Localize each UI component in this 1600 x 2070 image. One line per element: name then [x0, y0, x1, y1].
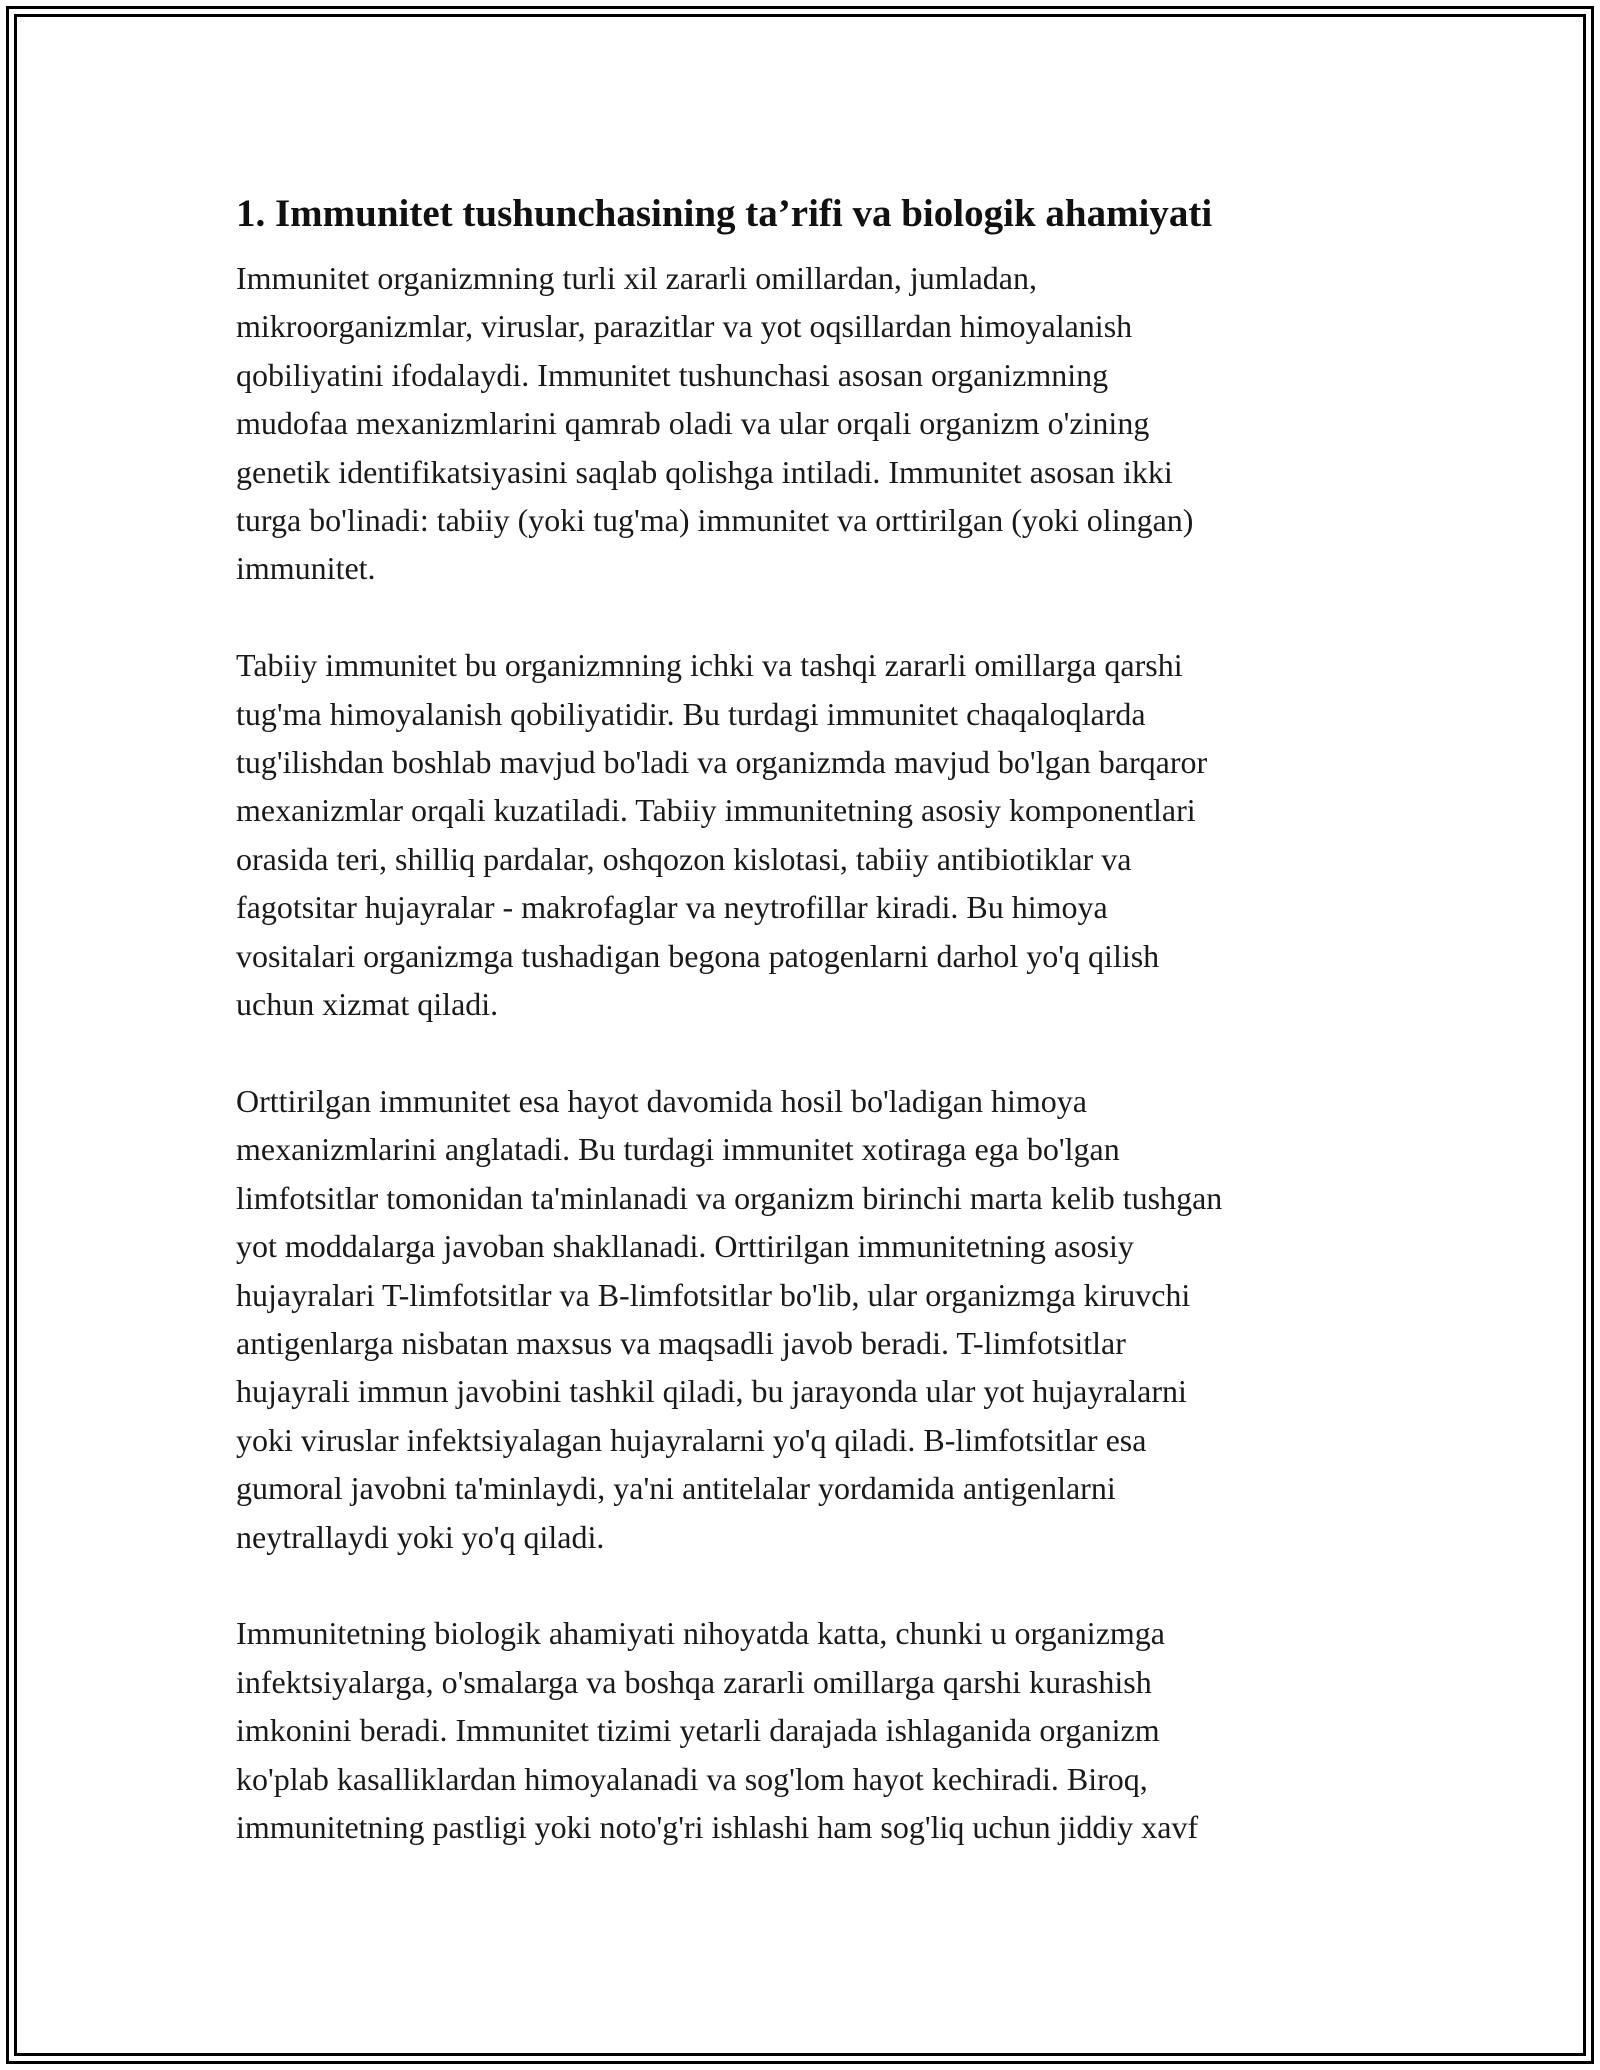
- text-line: gumoral javobni ta'minlaydi, ya'ni antitelalar yordamida antigenlarni: [236, 1470, 1116, 1507]
- text-line: orasida teri, shilliq pardalar, oshqozon kislotasi, tabiiy antibiotiklar va: [236, 840, 1132, 877]
- text-line: tug'ilishdan boshlab mavjud bo'ladi va organizmda mavjud bo'lgan barqaror: [236, 744, 1208, 781]
- text-line: infektsiyalarga, o'smalarga va boshqa zararli omillarga qarshi kurashish: [236, 1663, 1152, 1700]
- text-line: mexanizmlarini anglatadi. Bu turdagi immunitet xotiraga ega bo'lgan: [236, 1131, 1120, 1168]
- text-line: mudofaa mexanizmlarini qamrab oladi va ular orqali organizm o'zining: [236, 405, 1150, 442]
- text-line: Tabiiy immunitet bu organizmning ichki va tashqi zararli omillarga qarshi: [236, 647, 1183, 684]
- text-line: imkonini beradi. Immunitet tizimi yetarli darajada ishlaganida organizm: [236, 1712, 1160, 1749]
- text-line: immunitet.: [236, 550, 376, 587]
- paragraph-2: [236, 641, 1376, 1028]
- text-line: yot moddalarga javoban shakllanadi. Orttirilgan immunitetning asosiy: [236, 1228, 1134, 1265]
- text-line: fagotsitar hujayralar - makrofaglar va neytrofillar kiradi. Bu himoya: [236, 889, 1108, 926]
- text-line: antigenlarga nisbatan maxsus va maqsadli javob beradi. T-limfotsitlar: [236, 1324, 1126, 1361]
- paragraph-1: [236, 254, 1376, 593]
- text-line: neytrallaydi yoki yo'q qiladi.: [236, 1518, 605, 1555]
- text-line: turga bo'linadi: tabiiy (yoki tug'ma) immunitet va orttirilgan (yoki olingan): [236, 502, 1194, 539]
- text-line: ko'plab kasalliklardan himoyalanadi va sog'lom hayot kechiradi. Biroq,: [236, 1760, 1148, 1797]
- text-line: limfotsitlar tomonidan ta'minlanadi va organizm birinchi marta kelib tushgan: [236, 1179, 1223, 1216]
- paragraph-4: [236, 1609, 1376, 1851]
- text-line: mikroorganizmlar, viruslar, parazitlar va yot oqsillardan himoyalanish: [236, 308, 1133, 345]
- text-line: mexanizmlar orqali kuzatiladi. Tabiiy immunitetning asosiy komponentlari: [236, 792, 1196, 829]
- text-line: vositalari organizmga tushadigan begona patogenlarni darhol yo'q qilish: [236, 937, 1160, 974]
- section-heading: 1. Immunitet tushunchasining ta’rifi va biologik ahamiyati: [236, 192, 1213, 235]
- text-line: hujayrali immun javobini tashkil qiladi, bu jarayonda ular yot hujayralarni: [236, 1373, 1187, 1410]
- text-line: yoki viruslar infektsiyalagan hujayralarni yo'q qiladi. B-limfotsitlar esa: [236, 1421, 1147, 1458]
- text-line: Immunitetning biologik ahamiyati nihoyatda katta, chunki u organizmga: [236, 1615, 1165, 1652]
- text-line: hujayralari T-limfotsitlar va B-limfotsitlar bo'lib, ular organizmga kiruvchi: [236, 1276, 1191, 1313]
- text-line: genetik identifikatsiyasini saqlab qolishga intiladi. Immunitet asosan ikki: [236, 453, 1173, 490]
- paragraph-3: [236, 1077, 1376, 1561]
- text-line: qobiliyatini ifodalaydi. Immunitet tushunchasi asosan organizmning: [236, 356, 1109, 393]
- text-line: Immunitet organizmning turli xil zararli omillardan, jumladan,: [236, 260, 1037, 296]
- text-line: tug'ma himoyalanish qobiliyatidir. Bu turdagi immunitet chaqaloqlarda: [236, 695, 1146, 732]
- text-line: immunitetning pastligi yoki noto'g'ri ishlashi ham sog'liq uchun jiddiy xavf: [236, 1808, 1199, 1845]
- text-line: Orttirilgan immunitet esa hayot davomida hosil bo'ladigan himoya: [236, 1082, 1087, 1119]
- text-line: uchun xizmat qiladi.: [236, 986, 499, 1023]
- document-body: [236, 182, 1376, 1900]
